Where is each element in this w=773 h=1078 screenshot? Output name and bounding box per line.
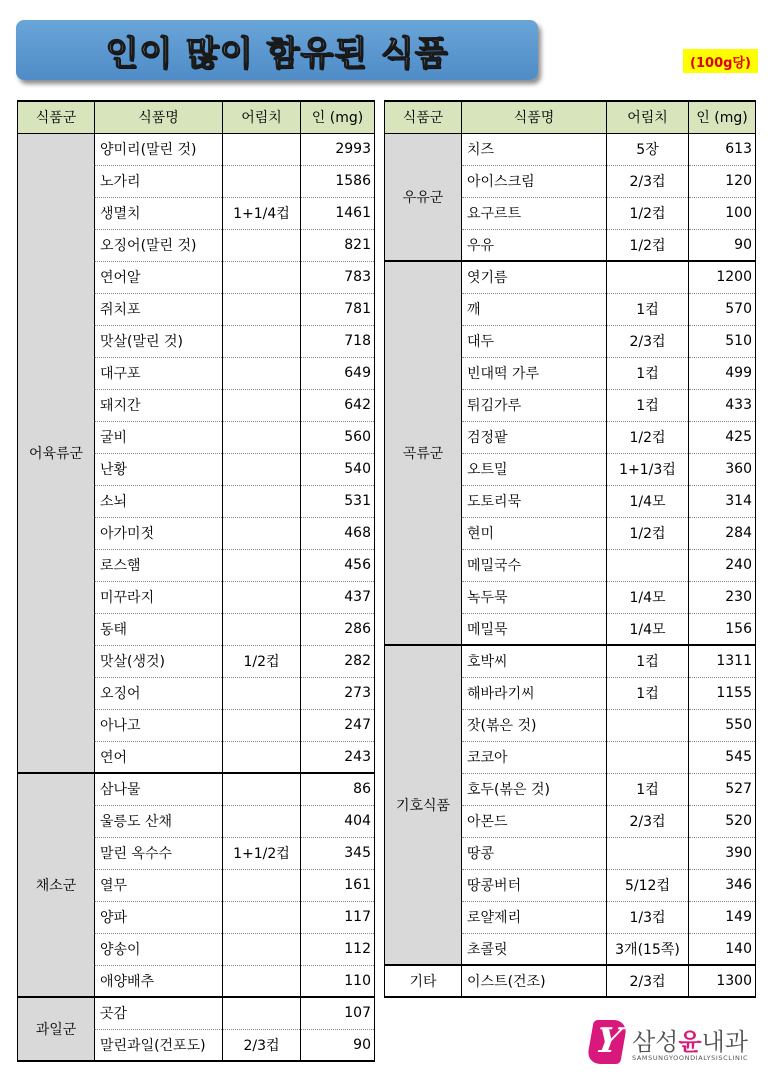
phosphorus-value-cell: 360	[689, 453, 756, 485]
amount-cell: 1/4모	[607, 485, 689, 517]
amount-cell	[223, 613, 301, 645]
phosphorus-table-left	[17, 100, 375, 1062]
amount-cell	[607, 709, 689, 741]
phosphorus-value-cell: 240	[689, 549, 756, 581]
table-row	[385, 261, 756, 293]
amount-cell: 1/2컵	[607, 517, 689, 549]
food-name-cell: 이스트(건조)	[462, 965, 607, 997]
table-header-row	[385, 101, 756, 133]
food-group-cell: 채소군	[18, 773, 95, 997]
amount-cell	[223, 965, 301, 997]
phosphorus-value-cell: 112	[301, 933, 375, 965]
food-name-cell: 맛살(생것)	[95, 645, 223, 677]
food-name-cell: 호박씨	[462, 645, 607, 677]
amount-cell: 2/3컵	[607, 805, 689, 837]
amount-cell: 1/3컵	[607, 901, 689, 933]
header-food: 식품명	[95, 101, 223, 133]
food-name-cell: 아몬드	[462, 805, 607, 837]
phosphorus-value-cell: 468	[301, 517, 375, 549]
food-name-cell: 양송이	[95, 933, 223, 965]
amount-cell: 2/3컵	[607, 325, 689, 357]
amount-cell: 1/2컵	[223, 645, 301, 677]
phosphorus-value-cell: 345	[301, 837, 375, 869]
amount-cell	[223, 517, 301, 549]
amount-cell	[223, 677, 301, 709]
phosphorus-value-cell: 783	[301, 261, 375, 293]
food-name-cell: 아이스크림	[462, 165, 607, 197]
phosphorus-value-cell: 346	[689, 869, 756, 901]
logo-name: 삼성윤내과	[632, 1028, 748, 1056]
food-name-cell: 난황	[95, 453, 223, 485]
food-name-cell: 울릉도 산채	[95, 805, 223, 837]
phosphorus-value-cell: 1300	[689, 965, 756, 997]
phosphorus-value-cell: 161	[301, 869, 375, 901]
amount-cell	[607, 837, 689, 869]
food-group-cell: 기타	[385, 965, 462, 997]
amount-cell	[223, 261, 301, 293]
table-row	[385, 133, 756, 165]
amount-cell: 1/2컵	[607, 197, 689, 229]
food-name-cell: 소뇌	[95, 485, 223, 517]
amount-cell	[223, 485, 301, 517]
table-body	[385, 133, 756, 997]
table-header-row	[18, 101, 375, 133]
amount-cell	[223, 869, 301, 901]
phosphorus-value-cell: 718	[301, 325, 375, 357]
food-name-cell: 애양배추	[95, 965, 223, 997]
food-name-cell: 잣(볶은 것)	[462, 709, 607, 741]
food-name-cell: 우유	[462, 229, 607, 261]
phosphorus-value-cell: 243	[301, 741, 375, 773]
amount-cell: 2/3컵	[607, 165, 689, 197]
phosphorus-value-cell: 282	[301, 645, 375, 677]
phosphorus-value-cell: 273	[301, 677, 375, 709]
amount-cell	[607, 261, 689, 293]
food-name-cell: 메밀묵	[462, 613, 607, 645]
phosphorus-value-cell: 510	[689, 325, 756, 357]
food-name-cell: 굴비	[95, 421, 223, 453]
phosphorus-value-cell: 531	[301, 485, 375, 517]
amount-cell	[223, 741, 301, 773]
phosphorus-value-cell: 642	[301, 389, 375, 421]
phosphorus-value-cell: 100	[689, 197, 756, 229]
food-name-cell: 코코아	[462, 741, 607, 773]
amount-cell	[223, 901, 301, 933]
amount-cell	[223, 421, 301, 453]
amount-cell	[223, 325, 301, 357]
header-amount: 어림치	[607, 101, 689, 133]
phosphorus-value-cell: 613	[689, 133, 756, 165]
food-name-cell: 양미리(말린 것)	[95, 133, 223, 165]
food-name-cell: 맛살(말린 것)	[95, 325, 223, 357]
amount-cell: 1/4모	[607, 613, 689, 645]
table-row	[18, 997, 375, 1029]
food-name-cell: 튀김가루	[462, 389, 607, 421]
table-body	[18, 133, 375, 1061]
phosphorus-value-cell: 284	[689, 517, 756, 549]
food-name-cell: 검정팥	[462, 421, 607, 453]
amount-cell: 1+1/2컵	[223, 837, 301, 869]
header-group: 식품군	[385, 101, 462, 133]
food-name-cell: 말린 옥수수	[95, 837, 223, 869]
phosphorus-value-cell: 90	[689, 229, 756, 261]
amount-cell	[223, 389, 301, 421]
food-group-cell: 과일군	[18, 997, 95, 1061]
phosphorus-value-cell: 110	[301, 965, 375, 997]
food-name-cell: 열무	[95, 869, 223, 901]
header-phosphorus: 인 (mg)	[689, 101, 756, 133]
phosphorus-value-cell: 247	[301, 709, 375, 741]
food-name-cell: 로얄제리	[462, 901, 607, 933]
phosphorus-value-cell: 499	[689, 357, 756, 389]
amount-cell	[223, 165, 301, 197]
unit-note-badge: (100g당)	[683, 49, 758, 73]
food-name-cell: 미꾸라지	[95, 581, 223, 613]
phosphorus-value-cell: 456	[301, 549, 375, 581]
phosphorus-value-cell: 437	[301, 581, 375, 613]
phosphorus-value-cell: 90	[301, 1029, 375, 1061]
clinic-logo	[590, 1020, 760, 1070]
amount-cell: 5/12컵	[607, 869, 689, 901]
phosphorus-value-cell: 314	[689, 485, 756, 517]
phosphorus-value-cell: 390	[689, 837, 756, 869]
phosphorus-value-cell: 570	[689, 293, 756, 325]
food-name-cell: 현미	[462, 517, 607, 549]
food-name-cell: 대두	[462, 325, 607, 357]
food-group-cell: 곡류군	[385, 261, 462, 645]
phosphorus-value-cell: 560	[301, 421, 375, 453]
food-name-cell: 요구르트	[462, 197, 607, 229]
food-name-cell: 말린과일(건포도)	[95, 1029, 223, 1061]
amount-cell	[223, 293, 301, 325]
food-name-cell: 땅콩버터	[462, 869, 607, 901]
food-name-cell: 땅콩	[462, 837, 607, 869]
amount-cell	[223, 709, 301, 741]
logo-subtitle: SAMSUNGYOONDIALYSISCLINIC	[632, 1054, 749, 1062]
food-name-cell: 도토리묵	[462, 485, 607, 517]
table-row	[385, 965, 756, 997]
amount-cell: 1컵	[607, 773, 689, 805]
amount-cell	[223, 805, 301, 837]
amount-cell: 1컵	[607, 389, 689, 421]
header-food: 식품명	[462, 101, 607, 133]
amount-cell	[223, 581, 301, 613]
amount-cell: 1컵	[607, 645, 689, 677]
header-amount: 어림치	[223, 101, 301, 133]
phosphorus-value-cell: 1311	[689, 645, 756, 677]
page-title: 인이 많이 함유된 식품	[105, 33, 449, 74]
food-name-cell: 생멸치	[95, 197, 223, 229]
phosphorus-value-cell: 821	[301, 229, 375, 261]
amount-cell: 1컵	[607, 357, 689, 389]
amount-cell: 1+1/3컵	[607, 453, 689, 485]
amount-cell: 5장	[607, 133, 689, 165]
phosphorus-value-cell: 1461	[301, 197, 375, 229]
amount-cell: 1/2컵	[607, 229, 689, 261]
amount-cell	[223, 773, 301, 805]
phosphorus-table-right	[384, 100, 756, 998]
phosphorus-value-cell: 286	[301, 613, 375, 645]
food-name-cell: 대구포	[95, 357, 223, 389]
amount-cell	[223, 549, 301, 581]
amount-cell	[223, 133, 301, 165]
food-name-cell: 연어알	[95, 261, 223, 293]
amount-cell: 2/3컵	[607, 965, 689, 997]
food-name-cell: 오징어	[95, 677, 223, 709]
food-name-cell: 곳감	[95, 997, 223, 1029]
food-name-cell: 연어	[95, 741, 223, 773]
amount-cell	[607, 549, 689, 581]
phosphorus-value-cell: 649	[301, 357, 375, 389]
amount-cell: 1컵	[607, 293, 689, 325]
food-name-cell: 깨	[462, 293, 607, 325]
food-name-cell: 치즈	[462, 133, 607, 165]
phosphorus-value-cell: 781	[301, 293, 375, 325]
food-group-cell: 어육류군	[18, 133, 95, 773]
phosphorus-value-cell: 86	[301, 773, 375, 805]
food-name-cell: 동태	[95, 613, 223, 645]
food-name-cell: 빈대떡 가루	[462, 357, 607, 389]
food-name-cell: 초콜릿	[462, 933, 607, 965]
phosphorus-value-cell: 2993	[301, 133, 375, 165]
phosphorus-value-cell: 1155	[689, 677, 756, 709]
title-banner	[16, 20, 538, 80]
phosphorus-value-cell: 527	[689, 773, 756, 805]
food-name-cell: 오징어(말린 것)	[95, 229, 223, 261]
food-name-cell: 아나고	[95, 709, 223, 741]
phosphorus-value-cell: 120	[689, 165, 756, 197]
amount-cell	[223, 997, 301, 1029]
food-name-cell: 해바라기씨	[462, 677, 607, 709]
food-name-cell: 오트밀	[462, 453, 607, 485]
amount-cell	[223, 453, 301, 485]
phosphorus-value-cell: 230	[689, 581, 756, 613]
amount-cell	[223, 933, 301, 965]
amount-cell	[223, 229, 301, 261]
food-name-cell: 로스햄	[95, 549, 223, 581]
amount-cell: 2/3컵	[223, 1029, 301, 1061]
header-group: 식품군	[18, 101, 95, 133]
phosphorus-value-cell: 140	[689, 933, 756, 965]
phosphorus-value-cell: 433	[689, 389, 756, 421]
phosphorus-value-cell: 156	[689, 613, 756, 645]
table-row	[18, 773, 375, 805]
phosphorus-value-cell: 545	[689, 741, 756, 773]
amount-cell: 3개(15쪽)	[607, 933, 689, 965]
food-name-cell: 엿기름	[462, 261, 607, 293]
header-phosphorus: 인 (mg)	[301, 101, 375, 133]
phosphorus-value-cell: 425	[689, 421, 756, 453]
food-name-cell: 쥐치포	[95, 293, 223, 325]
table-row	[18, 133, 375, 165]
amount-cell: 1/4모	[607, 581, 689, 613]
amount-cell	[607, 741, 689, 773]
amount-cell: 1/2컵	[607, 421, 689, 453]
logo-mark-icon: Y	[586, 1020, 628, 1064]
phosphorus-value-cell: 520	[689, 805, 756, 837]
amount-cell: 1+1/4컵	[223, 197, 301, 229]
amount-cell	[223, 357, 301, 389]
food-name-cell: 양파	[95, 901, 223, 933]
food-group-cell: 우유군	[385, 133, 462, 261]
food-name-cell: 메밀국수	[462, 549, 607, 581]
phosphorus-value-cell: 117	[301, 901, 375, 933]
food-name-cell: 호두(볶은 것)	[462, 773, 607, 805]
food-name-cell: 아가미젓	[95, 517, 223, 549]
phosphorus-value-cell: 404	[301, 805, 375, 837]
phosphorus-value-cell: 540	[301, 453, 375, 485]
amount-cell: 1컵	[607, 677, 689, 709]
phosphorus-value-cell: 1586	[301, 165, 375, 197]
phosphorus-value-cell: 550	[689, 709, 756, 741]
food-name-cell: 녹두묵	[462, 581, 607, 613]
food-name-cell: 돼지간	[95, 389, 223, 421]
food-group-cell: 기호식품	[385, 645, 462, 965]
phosphorus-value-cell: 107	[301, 997, 375, 1029]
phosphorus-value-cell: 149	[689, 901, 756, 933]
food-name-cell: 삼나물	[95, 773, 223, 805]
table-row	[385, 645, 756, 677]
phosphorus-value-cell: 1200	[689, 261, 756, 293]
food-name-cell: 노가리	[95, 165, 223, 197]
